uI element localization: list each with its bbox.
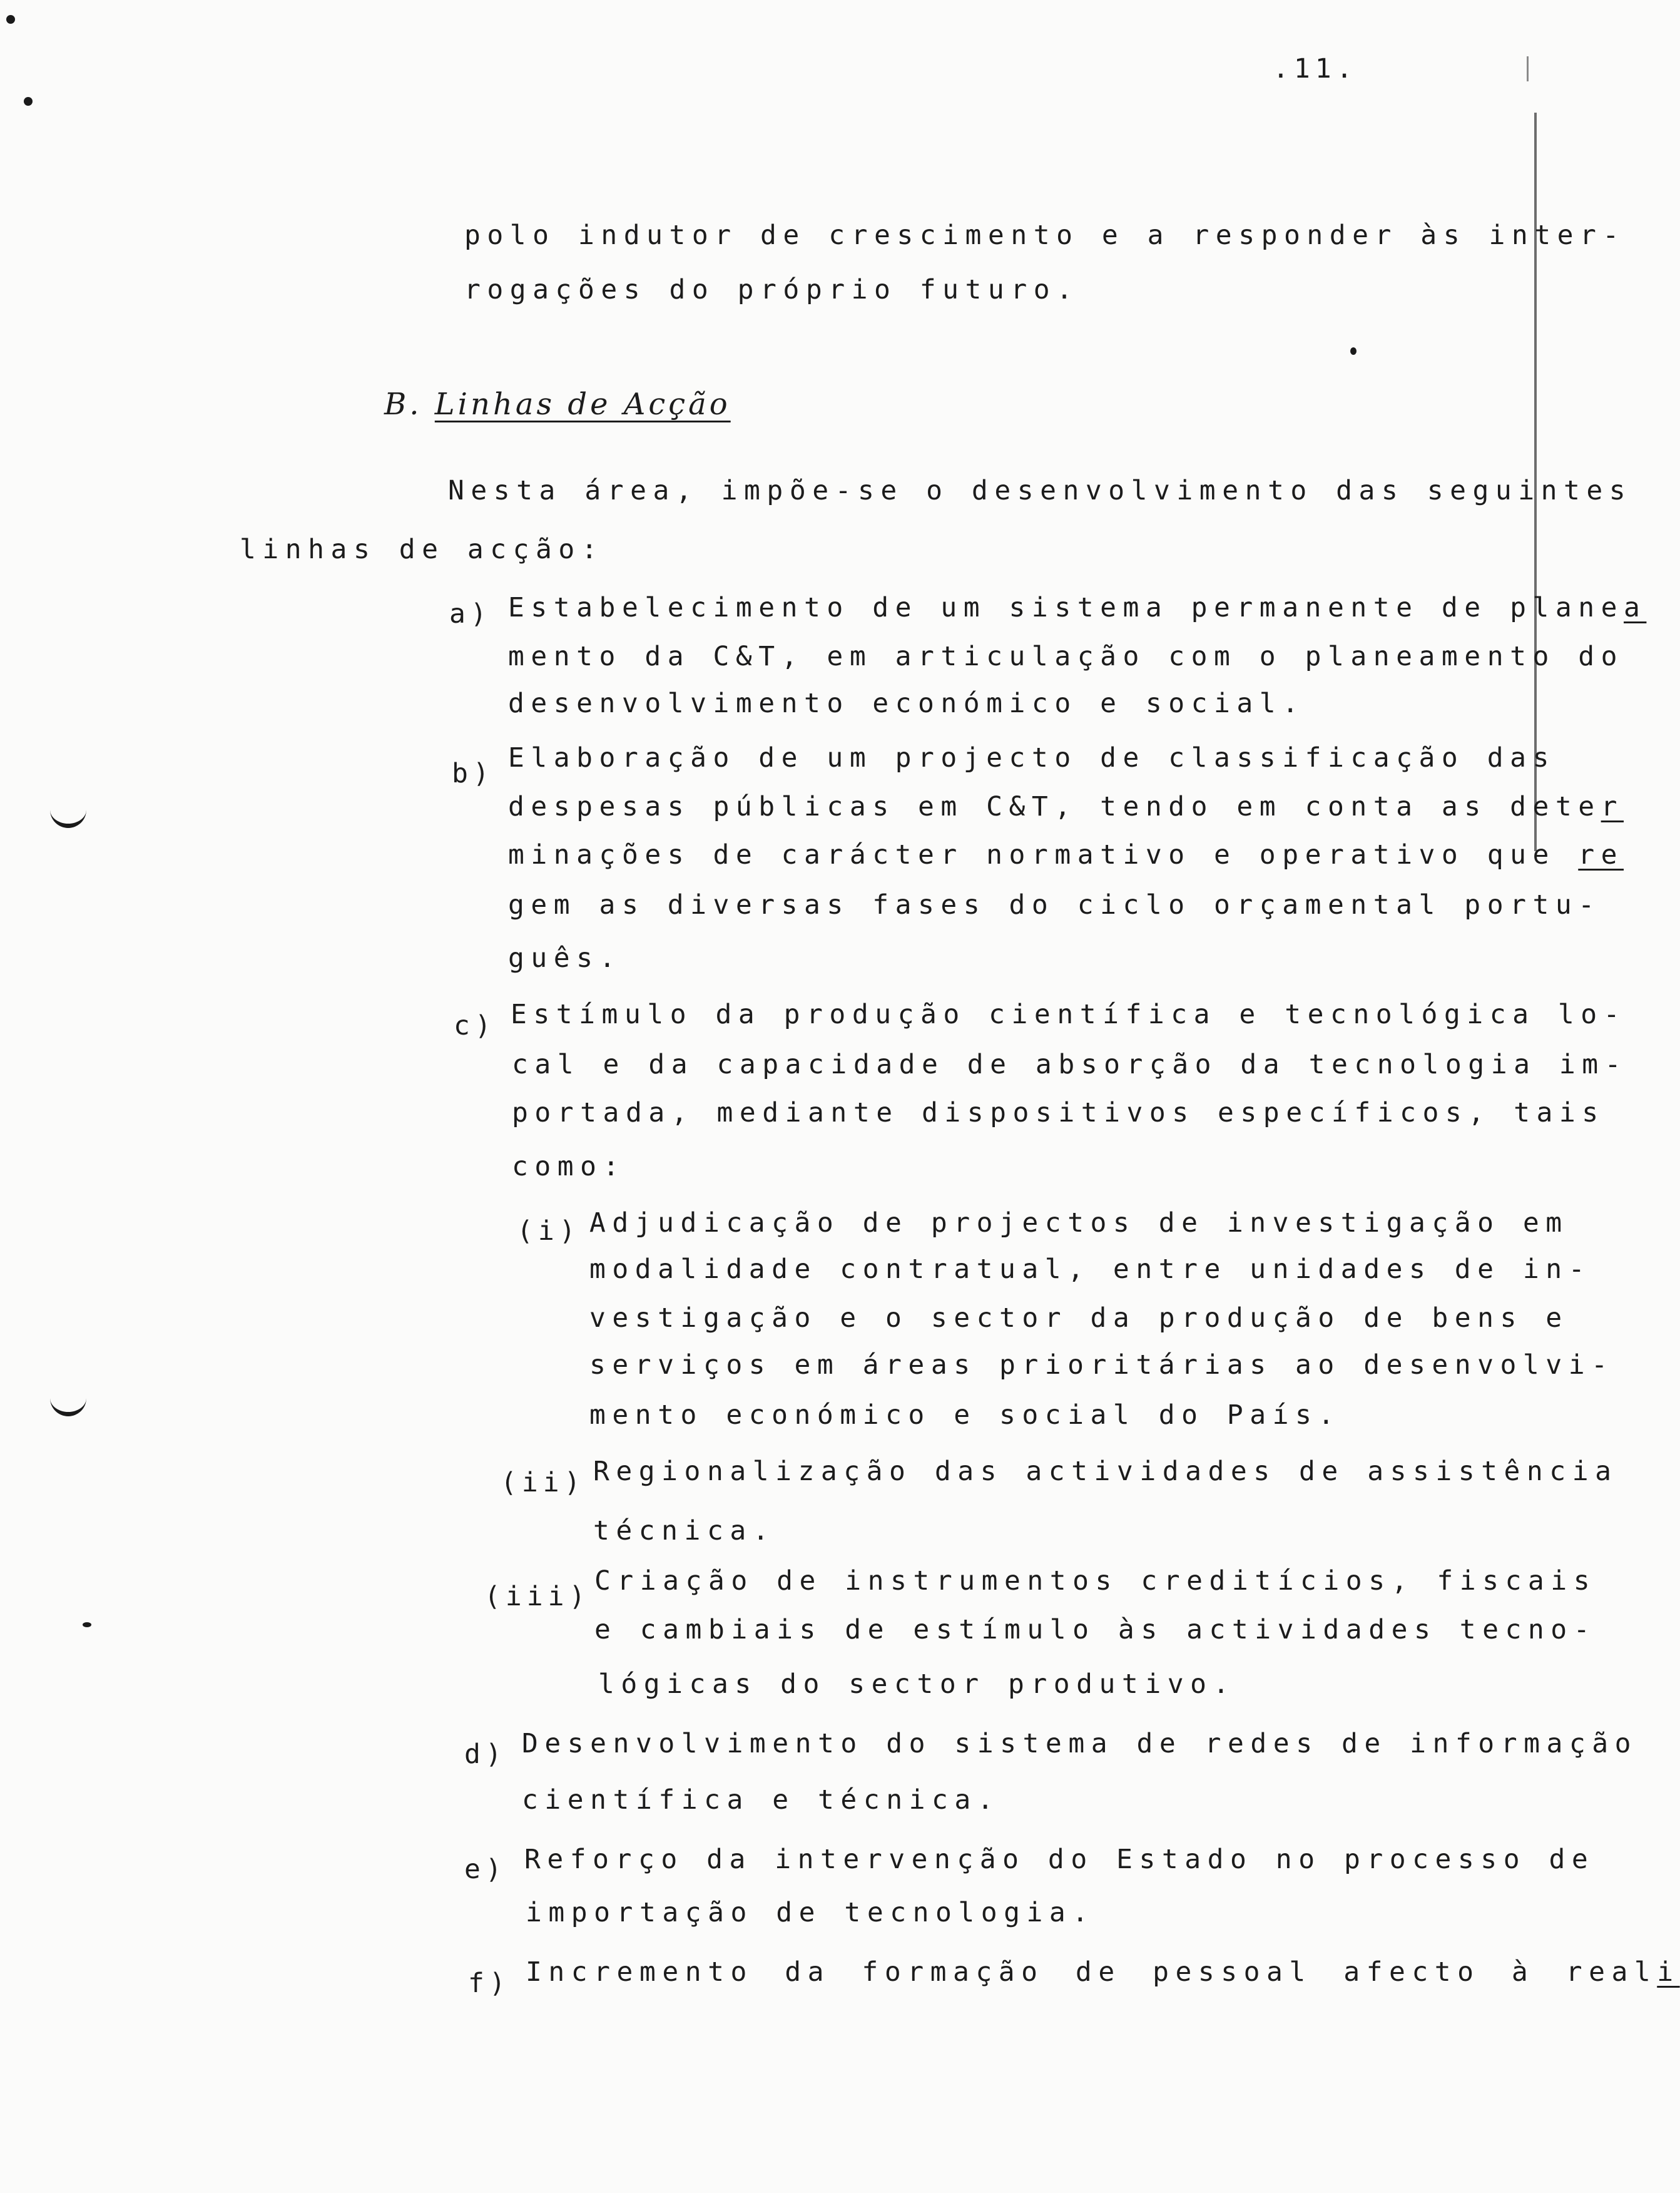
item-a-line: mento da C&T, em articulação com o planeamento do	[508, 641, 1624, 672]
subitem-i-line: modalidade contratual, entre unidades de in-	[589, 1254, 1592, 1285]
subitem-label-iii: (iii)	[484, 1581, 591, 1612]
subitem-iii-line: Criação de instrumentos creditícios, fiscais	[594, 1565, 1597, 1597]
item-c-line: como:	[512, 1151, 626, 1182]
item-label-f: f)	[468, 1968, 511, 1999]
item-label-a: a)	[449, 598, 492, 630]
item-c-line: Estímulo da produção científica e tecnológica lo-	[511, 999, 1627, 1030]
item-b-line: guês.	[508, 943, 622, 974]
speck	[1350, 347, 1357, 355]
item-c-line: portada, mediante dispositivos específicos, tais	[512, 1097, 1605, 1128]
item-b-line: Elaboração de um projecto de classificação das	[508, 742, 1555, 774]
speck	[83, 1622, 91, 1627]
binding-mark-lower	[50, 1396, 86, 1416]
item-f-line: Incremento da formação de pessoal afecto à reali	[526, 1956, 1680, 1988]
item-d-line: Desenvolvimento do sistema de redes de informação	[522, 1728, 1638, 1759]
item-a-line: desenvolvimento económico e social.	[508, 688, 1305, 719]
subitem-ii-line: técnica.	[593, 1515, 776, 1546]
item-label-b: b)	[452, 758, 494, 789]
item-d-line: científica e técnica.	[522, 1784, 1000, 1816]
lead-line: linhas de acção:	[240, 534, 604, 565]
punch-dot-second	[24, 97, 33, 106]
subitem-i-line: Adjudicação de projectos de investigação em	[589, 1207, 1569, 1239]
lead-line: Nesta área, impõe-se o desenvolvimento das seguintes	[448, 475, 1632, 506]
item-a-line: Estabelecimento de um sistema permanente de planea	[508, 592, 1647, 623]
subitem-ii-line: Regionalização das actividades de assistência	[593, 1456, 1618, 1487]
item-label-d: d)	[464, 1739, 507, 1770]
item-label-e: e)	[464, 1854, 507, 1885]
punch-dot-top	[6, 15, 15, 24]
item-e-line: importação de tecnologia.	[526, 1897, 1095, 1928]
section-title: Linhas de Acção	[434, 387, 731, 422]
intro-line: polo indutor de crescimento e a responder às inter-	[464, 220, 1626, 251]
item-b-line: despesas públicas em C&T, tendo em conta as deter	[508, 791, 1624, 822]
section-heading	[384, 387, 731, 422]
subitem-iii-line: e cambiais de estímulo às actividades tecno-	[594, 1614, 1597, 1645]
section-letter: B.	[384, 387, 422, 422]
item-b-line: minações de carácter normativo e operativo que re	[508, 839, 1624, 871]
subitem-iii-line: lógicas do sector produtivo.	[598, 1669, 1236, 1700]
intro-line: rogações do próprio futuro.	[464, 274, 1079, 305]
binding-mark-upper	[50, 807, 86, 828]
page-number: .11.	[1273, 53, 1358, 84]
subitem-i-line: serviços em áreas prioritárias ao desenvolvi-	[589, 1349, 1614, 1381]
item-label-c: c)	[454, 1010, 496, 1041]
item-b-line: gem as diversas fases do ciclo orçamental portu-	[508, 889, 1601, 921]
subitem-i-line: vestigação e o sector da produção de bens e	[589, 1302, 1569, 1334]
subitem-i-line: mento económico e social do País.	[589, 1399, 1341, 1431]
item-c-line: cal e da capacidade de absorção da tecnologia im-	[512, 1049, 1628, 1080]
subitem-label-i: (i)	[517, 1215, 581, 1247]
item-e-line: Reforço da intervenção do Estado no processo de	[524, 1844, 1595, 1875]
subitem-label-ii: (ii)	[501, 1467, 586, 1498]
scan-edge-tick	[1527, 56, 1529, 81]
